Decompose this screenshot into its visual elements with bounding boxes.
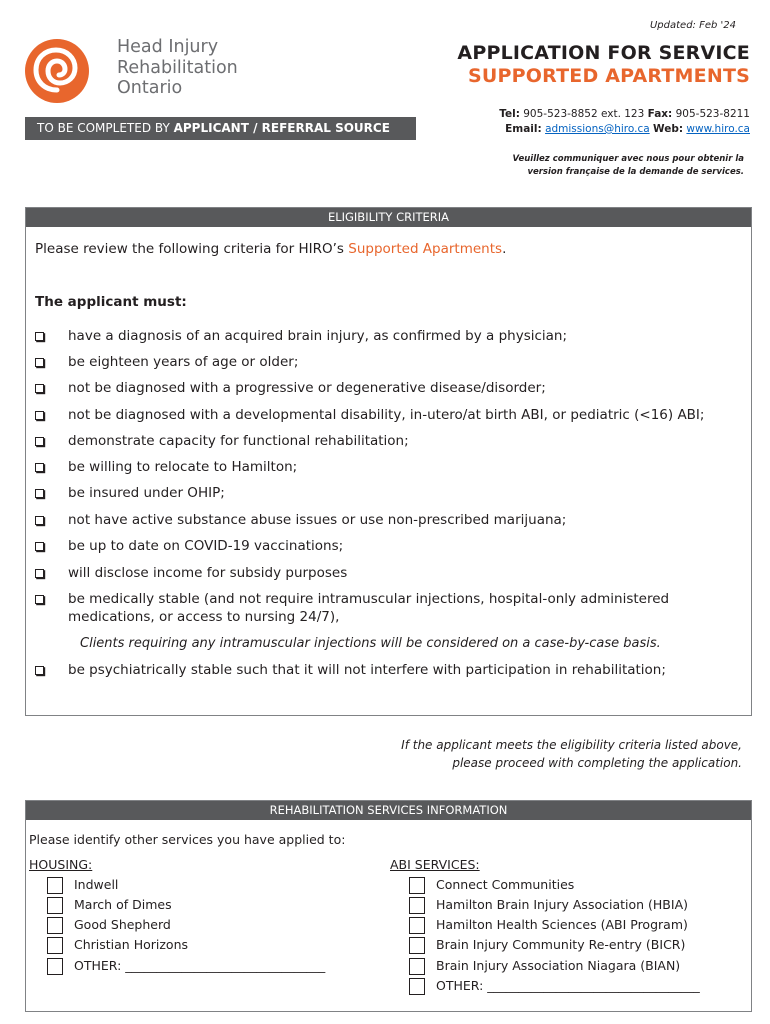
checkbox-icon[interactable] [35, 542, 44, 551]
checkbox-icon[interactable] [409, 877, 425, 894]
rehab-services-section: REHABILITATION SERVICES INFORMATION Please identify other services you have applied to: HOUSING: Indwell March of Dimes Good Shepherd Christian Horizons OTHER: ________________________________ ABI SERVICES: Connect Communities Hamilton Brain Injury Association (HBIA) Hamilton Health Sciences (ABI Program) Brain Injury Community Re-entry (BICR) Brain Injury Association Niagara (BIAN) OTHER: __________________________________ [25, 800, 752, 1012]
checkbox-icon[interactable] [409, 897, 425, 914]
checkbox-icon[interactable] [35, 384, 44, 393]
checkbox-icon[interactable] [47, 897, 63, 914]
hiro-logo-icon [24, 38, 90, 104]
rehab-header: REHABILITATION SERVICES INFORMATION [26, 801, 751, 820]
title-line1: APPLICATION FOR SERVICE [457, 42, 750, 64]
checkbox-icon[interactable] [409, 978, 425, 995]
services-question: Please identify other services you have applied to: [29, 832, 346, 847]
checkbox-icon[interactable] [47, 917, 63, 934]
contact-info: Tel: 905-523-8852 ext. 123 Fax: 905-523-8211 Email: admissions@hiro.ca Web: www.hiro.ca [499, 108, 750, 135]
checkbox-icon[interactable] [409, 958, 425, 975]
updated-date: Updated: Feb '24 [649, 20, 736, 31]
eligibility-intro: Please review the following criteria for HIRO’s Supported Apartments. [35, 241, 507, 257]
checkbox-icon[interactable] [35, 569, 44, 578]
checkbox-icon[interactable] [35, 463, 44, 472]
checkbox-icon[interactable] [35, 666, 44, 675]
web-link[interactable]: www.hiro.ca [686, 123, 750, 135]
proceed-note: If the applicant meets the eligibility criteria listed above, please proceed with completing the application. [401, 738, 742, 770]
checkbox-icon[interactable] [47, 937, 63, 954]
checkbox-icon[interactable] [409, 917, 425, 934]
checkbox-icon[interactable] [35, 437, 44, 446]
org-name: Head Injury Rehabilitation Ontario [117, 37, 238, 98]
applicant-must-heading: The applicant must: [35, 294, 187, 310]
checkbox-icon[interactable] [35, 358, 44, 367]
document-title [457, 42, 750, 87]
checkbox-icon[interactable] [409, 937, 425, 954]
checkbox-icon[interactable] [47, 877, 63, 894]
housing-label: HOUSING: [29, 857, 93, 872]
intramuscular-note: Clients requiring any intramuscular injections will be considered on a case-by-case basis. [80, 636, 661, 651]
eligibility-section: ELIGIBILITY CRITERIA Please review the following criteria for HIRO’s Supported Apartments. The applicant must: have a diagnosis of an acquired brain injury, as confirmed by a physician; be eighteen years of age or older; not be diagnosed with a progressive or degenerative disease/disorder; not be diagnosed with a developmental disability, in-utero/at birth ABI, or pediatric (<16) ABI; demonstrate capacity for functional rehabilitation; be willing to relocate to Hamilton; be insured under OHIP; not have active substance abuse issues or use non-prescribed marijuana; be up to date on COVID-19 vaccinations; will disclose income for subsidy purposes be medically stable (and not require intramuscular injections, hospital-only administered medications, or access to nursing 24/7), Clients requiring any intramuscular injections will be considered on a case-by-case basis. be psychiatrically stable such that it will not interfere with participation in rehabilitation; [25, 207, 752, 716]
completion-banner: TO BE COMPLETED BY APPLICANT / REFERRAL SOURCE [25, 117, 416, 140]
checkbox-icon[interactable] [47, 958, 63, 975]
checkbox-icon[interactable] [35, 332, 44, 341]
title-line2: SUPPORTED APARTMENTS [468, 65, 750, 87]
checkbox-icon[interactable] [35, 516, 44, 525]
checkbox-icon[interactable] [35, 595, 44, 604]
eligibility-header: ELIGIBILITY CRITERIA [26, 208, 751, 227]
abi-services-label: ABI SERVICES: [390, 857, 480, 872]
french-note: Veuillez communiquer avec nous pour obtenir la version française de la demande de services. [512, 154, 744, 177]
checkbox-icon[interactable] [35, 489, 44, 498]
checkbox-icon[interactable] [35, 411, 44, 420]
email-link[interactable]: admissions@hiro.ca [545, 123, 650, 135]
